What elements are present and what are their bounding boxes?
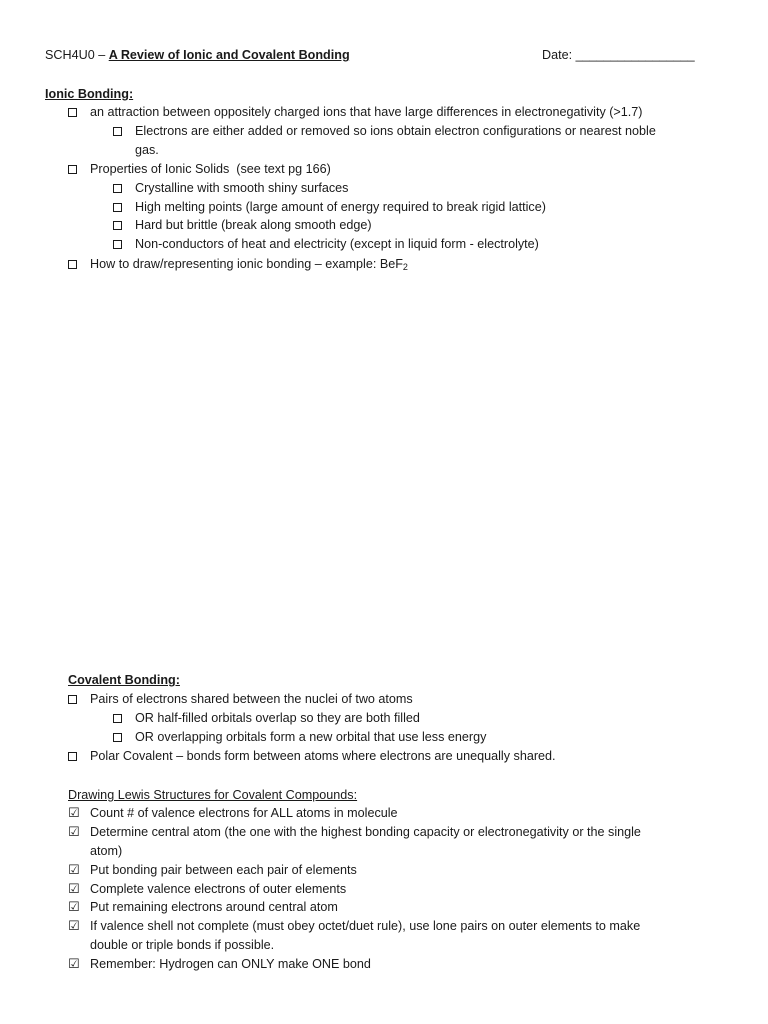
checked-box-icon: ☑ <box>68 862 80 877</box>
course-code: SCH4U0 – <box>45 48 106 62</box>
covalent-heading: Covalent Bonding: <box>68 673 180 687</box>
lewis-step-2-cont: atom) <box>90 844 123 858</box>
checkbox-icon <box>113 184 122 193</box>
ionic-item-1-sub-1: Electrons are either added or removed so ions obtain electron configurations or nearest noble <box>113 122 656 141</box>
lewis-heading: Drawing Lewis Structures for Covalent Compounds: <box>68 788 358 802</box>
checked-box-icon: ☑ <box>68 805 80 820</box>
ionic-item-2-sub-4: Non-conductors of heat and electricity (except in liquid form - electrolyte) <box>113 235 539 254</box>
document-header <box>45 46 350 65</box>
ionic-item-2-sub-3: Hard but brittle (break along smooth edge) <box>113 216 372 235</box>
checkbox-icon <box>113 203 122 212</box>
checkbox-icon <box>113 221 122 230</box>
ionic-item-2-sub-1: Crystalline with smooth shiny surfaces <box>113 179 348 198</box>
lewis-step-4: ☑ Complete valence electrons of outer elements <box>68 881 347 896</box>
lewis-step-6: ☑ If valence shell not complete (must obey octet/duet rule), use lone pairs on outer elements to make <box>68 918 641 933</box>
checkbox-icon <box>113 714 122 723</box>
subscript: 2 <box>402 262 408 272</box>
checkbox-icon <box>68 108 77 117</box>
lewis-step-6-cont: double or triple bonds if possible. <box>90 938 275 952</box>
covalent-item-1-sub-1: OR half-filled orbitals overlap so they are both filled <box>113 709 420 728</box>
covalent-item-1: Pairs of electrons shared between the nuclei of two atoms <box>68 690 413 709</box>
covalent-item-1-sub-2: OR overlapping orbitals form a new orbital that use less energy <box>113 728 486 747</box>
checked-box-icon: ☑ <box>68 918 80 933</box>
ionic-item-2: Properties of Ionic Solids (see text pg 166) <box>68 160 331 179</box>
covalent-item-2: Polar Covalent – bonds form between atoms where electrons are unequally shared. <box>68 747 556 766</box>
checked-box-icon: ☑ <box>68 824 80 839</box>
date-field: Date: _________________ <box>542 48 695 62</box>
checkbox-icon <box>68 752 77 761</box>
lewis-step-1: ☑ Count # of valence electrons for ALL atoms in molecule <box>68 805 398 820</box>
checkbox-icon <box>68 260 77 269</box>
checked-box-icon: ☑ <box>68 956 80 971</box>
document-title: A Review of Ionic and Covalent Bonding <box>108 48 350 62</box>
checkbox-icon <box>113 733 122 742</box>
ionic-item-1-sub-1-cont: gas. <box>135 143 159 157</box>
checked-box-icon: ☑ <box>68 881 80 896</box>
checkbox-icon <box>68 165 77 174</box>
ionic-item-2-sub-2: High melting points (large amount of energy required to break rigid lattice) <box>113 198 546 217</box>
ionic-heading: Ionic Bonding: <box>45 87 134 101</box>
checkbox-icon <box>113 240 122 249</box>
checked-box-icon: ☑ <box>68 899 80 914</box>
checkbox-icon <box>113 127 122 136</box>
ionic-item-3: How to draw/representing ionic bonding – example: BeF$_2$ <box>68 255 408 277</box>
lewis-step-5: ☑ Put remaining electrons around central atom <box>68 899 338 914</box>
checkbox-icon <box>68 695 77 704</box>
lewis-step-7: ☑ Remember: Hydrogen can ONLY make ONE bond <box>68 956 371 971</box>
ionic-item-1: an attraction between oppositely charged ions that have large differences in electronegativity (>1.7) <box>68 103 642 122</box>
lewis-step-2: ☑ Determine central atom (the one with the highest bonding capacity or electronegativity or the single <box>68 824 641 839</box>
lewis-step-3: ☑ Put bonding pair between each pair of elements <box>68 862 357 877</box>
